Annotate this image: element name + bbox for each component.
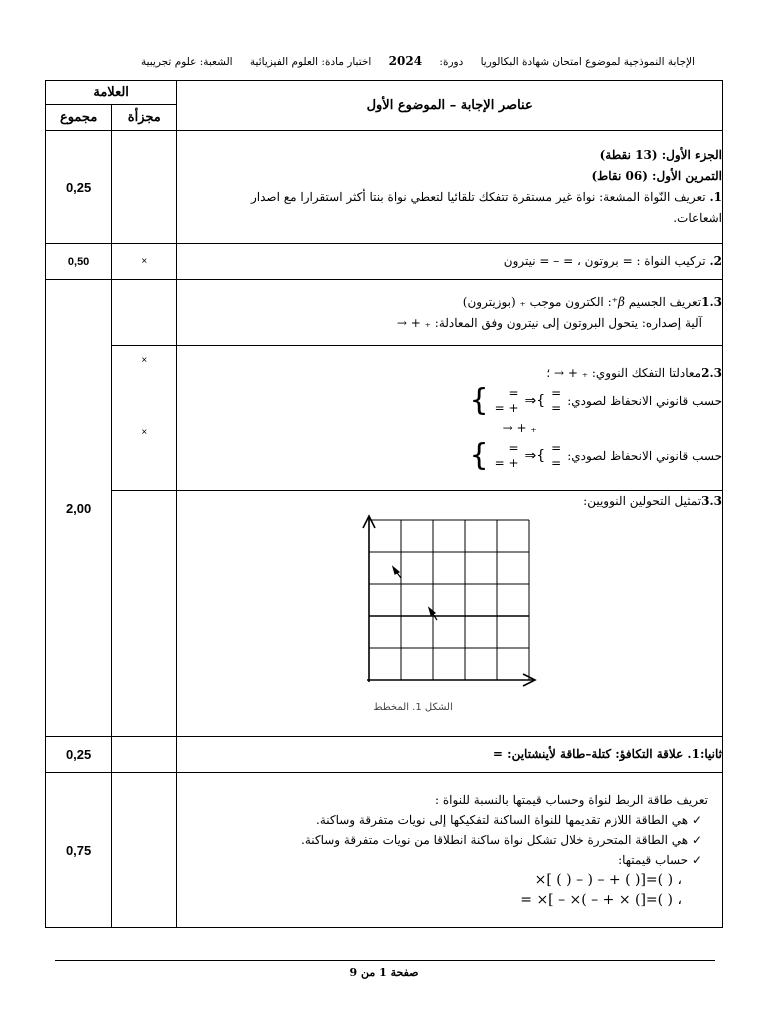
definition-number: 1.	[709, 190, 722, 204]
total-score: 0,25	[46, 131, 112, 244]
composition-text: تركيب النواة : = بروتون ، = – = نيترون	[503, 254, 706, 268]
answer-column-header: عناصر الإجابة – الموضوع الأول	[177, 81, 723, 131]
item-number: 2.3	[701, 366, 722, 380]
session-label-text: دورة:	[439, 56, 464, 68]
row-beta-cell	[177, 280, 723, 346]
partial-score-cell	[112, 491, 177, 737]
soddy-system-1	[177, 384, 722, 418]
diagram-prompt: تمثيل التحولين النوويين:	[583, 494, 702, 508]
answer-table	[45, 80, 723, 928]
table-row	[46, 131, 723, 244]
partial-score: ×	[141, 355, 148, 366]
table-row	[46, 280, 723, 346]
table-row	[46, 491, 723, 737]
binding-calc-text: حساب قيمتها:	[618, 853, 689, 867]
binding-equation-2: = ×[ – ×( – + × (]=( ) ،	[520, 892, 682, 908]
soddy-label: حسب قانوني الانحفاظ لصودي:	[567, 448, 722, 463]
table-row	[46, 346, 723, 491]
definition-line-2: اشعاعات.	[673, 211, 722, 225]
brace-left: {	[469, 383, 489, 418]
page-header	[70, 54, 695, 70]
total-score: 0,50	[46, 244, 112, 280]
implies-symbol: ⇒{	[524, 448, 546, 464]
binding-def-1-text: هي الطاقة اللازم تقديمها للنواة الساكنة لتفكيكها إلى نويات متفرقة وساكنة.	[316, 813, 689, 827]
eq-lines: = = +	[494, 441, 519, 470]
binding-def-1	[177, 810, 722, 830]
soddy-label: حسب قانوني الانحفاظ لصودي:	[567, 393, 722, 408]
nuclear-diagram	[187, 512, 722, 734]
beta-definition-rest: : الكترون موجب ₊ (بوزيترون)	[462, 294, 612, 309]
binding-energy-title: تعريف طاقة الربط لنواة وحساب قيمتها بالنسبة للنواة :	[435, 793, 708, 807]
diagram-axes	[363, 516, 535, 686]
item-number: 1.3	[701, 294, 722, 309]
row-definition-cell	[177, 131, 723, 244]
footer-rule	[55, 960, 715, 961]
partial-score: ×	[141, 427, 148, 438]
check-icon: ✓	[691, 813, 702, 827]
binding-calc-title	[177, 850, 722, 870]
binding-def-2	[177, 830, 722, 850]
table-row	[46, 244, 723, 280]
item-number: 2.	[709, 254, 722, 268]
implies-symbol: ⇒{	[524, 393, 546, 409]
partial-score-cell	[112, 737, 177, 773]
partial-score-cell	[112, 773, 177, 928]
brace-left: {	[469, 438, 489, 473]
binding-equation-1: ×[ ( ) – ) – + ( )]=( ) ،	[534, 872, 682, 888]
diagram-area	[177, 512, 722, 734]
eq-lines: = = +	[494, 386, 519, 415]
row-composition-cell	[177, 244, 723, 280]
beta-definition: تعريف الجسيم	[628, 294, 702, 309]
definition-line	[177, 187, 722, 208]
diagram-grid	[369, 520, 529, 680]
table-row	[46, 737, 723, 773]
decay-equation-2: ₊ + →	[502, 421, 537, 435]
diagram-caption: الشكل 1. المخطط	[373, 702, 453, 713]
partial-column-header: مجزأة	[112, 105, 177, 131]
arrow-head-1	[393, 567, 399, 574]
part-title: الجزء الأول: (13 نقطة)	[599, 148, 722, 162]
check-icon: ✓	[691, 833, 702, 847]
emission-mechanism: آلية إصداره: يتحول البروتون إلى نيترون وفق المعادلة: ₊ + →	[396, 315, 702, 330]
page-number: صفحة 1 من 9	[349, 966, 419, 979]
partial-score-cell	[112, 131, 177, 244]
eq-lines: = =	[551, 386, 562, 415]
eq-lines: = =	[551, 441, 562, 470]
binding-def-2-text: هي الطاقة المتحررة خلال تشكل نواة ساكنة انطلاقا من نويات متفرقة وساكنة.	[301, 833, 689, 847]
check-icon: ✓	[691, 853, 702, 867]
table-row	[46, 773, 723, 928]
total-score: 2,00	[46, 280, 112, 737]
item-number: 3.3	[701, 494, 722, 508]
row-einstein-cell	[177, 737, 723, 773]
session-year: 2024	[388, 54, 423, 68]
einstein-relation: ثانيا:1. علاقة التكافؤ: كتلة–طاقة لأينشتاين: =	[492, 747, 722, 761]
total-column-header: مجموع	[46, 105, 112, 131]
total-score: 0,25	[46, 737, 112, 773]
partial-score-cell	[112, 280, 177, 346]
beta-symbol: β⁺	[611, 294, 625, 309]
definition-text: تعريف النّواة المشعة: نواة غير مستقرة تتفكك تلقائيا لتعطي نواة بنتا أكثر استقرارا مع اصدار	[251, 190, 706, 204]
transition-arrows	[393, 567, 437, 620]
subject-label: اختبار مادة: العلوم الفيزيائية	[249, 56, 372, 68]
soddy-system-2	[177, 439, 722, 473]
arrow-head-2	[429, 608, 435, 615]
row-decay-cell	[177, 346, 723, 491]
row-binding-energy-cell	[177, 773, 723, 928]
branch-label: الشعبة: علوم تجريبية	[140, 56, 233, 68]
row-diagram-cell	[177, 491, 723, 737]
total-score: 0,75	[46, 773, 112, 928]
answer-title: الإجابة النموذجية لموضوع امتحان شهادة البكالوريا	[480, 56, 695, 68]
session-label	[389, 54, 464, 68]
grade-column-header: العلامة	[46, 81, 177, 105]
partial-score: ×	[112, 244, 177, 280]
partial-score-cell	[112, 346, 177, 491]
decay-equations: معادلتا التفكك النووي: ₊ + → ؛	[546, 366, 702, 380]
exercise-title: التمرين الأول: (06 نقاط)	[591, 169, 722, 183]
